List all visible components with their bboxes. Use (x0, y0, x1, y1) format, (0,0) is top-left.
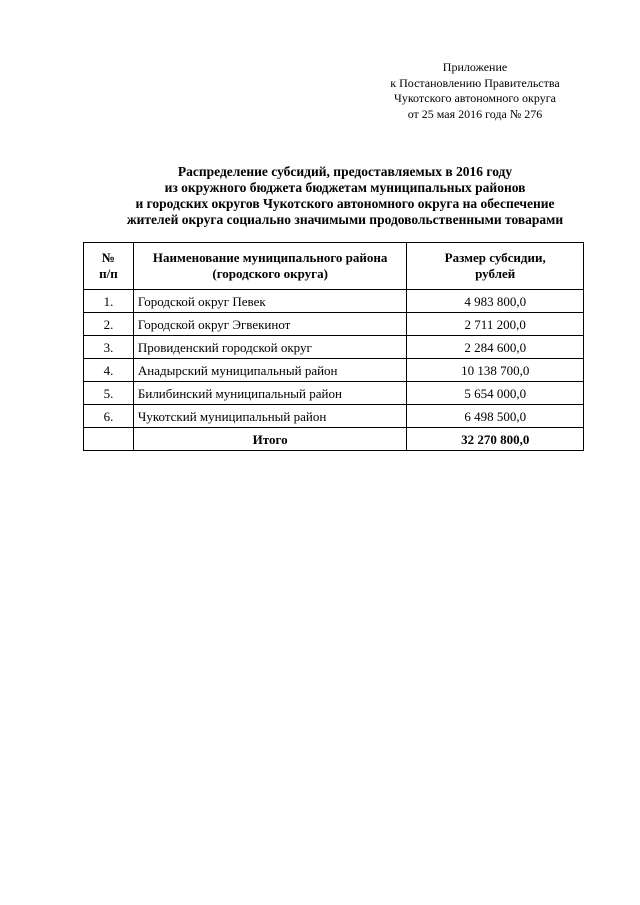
table-header-row (84, 243, 584, 290)
row-name: Анадырский муниципальный район (133, 359, 406, 382)
row-name: Провиденский городской округ (133, 336, 406, 359)
table-row (84, 359, 584, 382)
table-row (84, 336, 584, 359)
row-amount: 6 498 500,0 (407, 405, 584, 428)
total-label: Итого (133, 428, 406, 451)
header-amount (407, 243, 584, 290)
row-amount: 5 654 000,0 (407, 382, 584, 405)
appendix-line: Приложение (442, 60, 508, 74)
header-amount-line1: Размер субсидии, (444, 250, 546, 265)
row-number: 2. (84, 313, 134, 336)
appendix-line: от 25 мая 2016 года № 276 (407, 106, 543, 121)
table-row (84, 382, 584, 405)
row-name: Городской округ Певек (133, 290, 406, 313)
row-name: Чукотский муниципальный район (133, 405, 406, 428)
row-number: 4. (84, 359, 134, 382)
header-number (84, 243, 134, 290)
row-amount: 4 983 800,0 (407, 290, 584, 313)
row-amount: 2 711 200,0 (407, 313, 584, 336)
row-number: 5. (84, 382, 134, 405)
header-name-line1: Наименование муниципального района (152, 250, 388, 265)
title-line: и городских округов Чукотского автономного округа на обеспечение (135, 196, 555, 211)
document-title (80, 164, 610, 228)
appendix-line: к Постановлению Правительства (390, 75, 560, 90)
header-name-line2: (городского округа) (212, 266, 328, 281)
row-number: 3. (84, 336, 134, 359)
appendix-header (370, 60, 580, 122)
total-amount: 32 270 800,0 (407, 428, 584, 451)
appendix-line: Чукотского автономного округа (394, 91, 556, 105)
header-name (133, 243, 406, 290)
title-line: Распределение субсидий, предоставляемых в 2016 году (177, 164, 513, 179)
table-row (84, 313, 584, 336)
row-name: Билибинский муниципальный район (133, 382, 406, 405)
table-row (84, 290, 584, 313)
header-number-line2: п/п (99, 266, 118, 281)
header-amount-line2: рублей (475, 266, 516, 281)
table-row (84, 405, 584, 428)
title-line: жителей округа социально значимыми продовольственными товарами (126, 212, 564, 227)
row-number: 6. (84, 405, 134, 428)
row-name: Городской округ Эгвекинот (133, 313, 406, 336)
header-number-line1: № (101, 250, 115, 265)
total-row (84, 428, 584, 451)
row-amount: 2 284 600,0 (407, 336, 584, 359)
total-empty-cell (84, 428, 134, 451)
row-number: 1. (84, 290, 134, 313)
title-line: из окружного бюджета бюджетам муниципальных районов (164, 180, 526, 195)
row-amount: 10 138 700,0 (407, 359, 584, 382)
subsidies-table (83, 242, 584, 451)
